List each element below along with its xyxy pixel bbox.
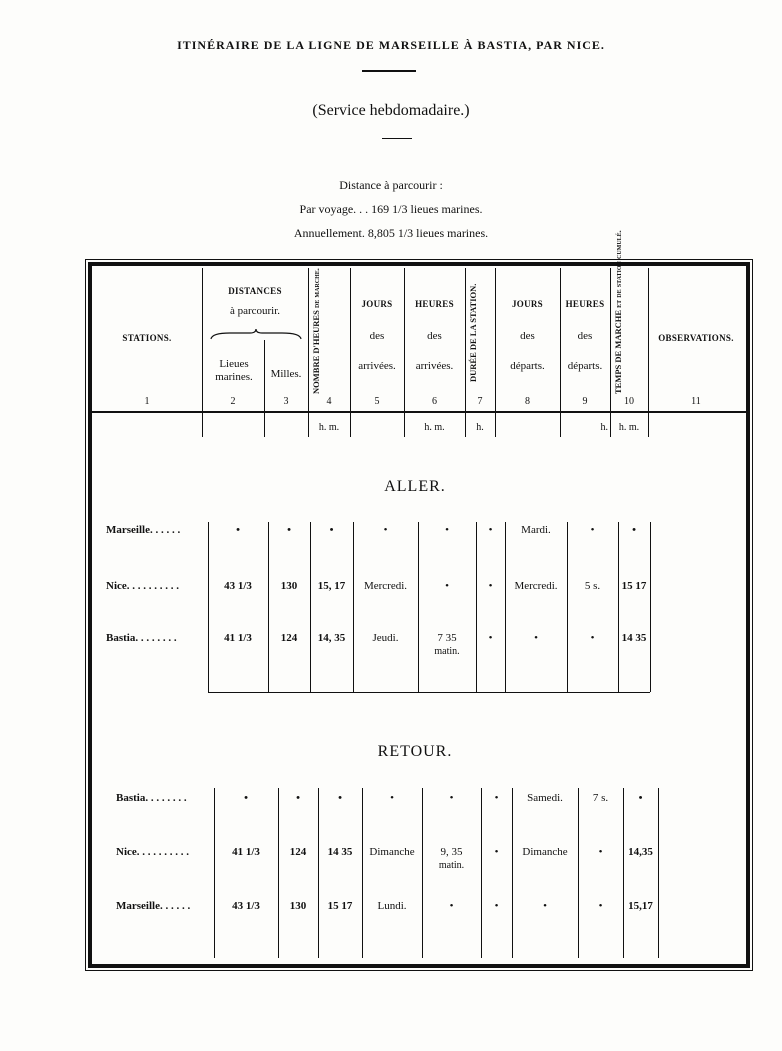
header-heures-dep-3: départs.	[567, 360, 603, 372]
cell-jour-dep: Mardi.	[521, 524, 551, 536]
header-jours-dep-3: départs.	[510, 360, 545, 372]
header-lieues: Lieues marines.	[215, 358, 253, 384]
body-col-divider	[353, 522, 354, 692]
cell-lieues: 43 1/3	[232, 900, 260, 912]
cell-heure-dep: •	[598, 846, 603, 858]
cell-jour-dep: Mercredi.	[514, 580, 558, 592]
col-num-7: 7	[477, 396, 483, 407]
cell-heures: 14 35	[327, 846, 353, 858]
body-col-divider	[476, 522, 477, 692]
cell-heure-dep: •	[598, 900, 603, 912]
body-col-divider	[310, 522, 311, 692]
per-trip-label: Par voyage. . .	[299, 202, 369, 216]
cell-heure-arr: •	[445, 580, 449, 592]
unit-c10: h. m.	[618, 422, 640, 433]
station-name: Marseille. . . . . .	[116, 900, 191, 912]
header-milles: Milles.	[270, 368, 302, 380]
distance-heading: Distance à parcourir :	[339, 178, 443, 192]
cell-jour-arr: •	[390, 792, 394, 804]
cell-jour-arr: •	[383, 524, 388, 536]
annual-value: 8,805 1/3 lieues marines.	[367, 226, 489, 240]
cell-milles: 130	[289, 900, 307, 912]
col-num-5: 5	[374, 396, 380, 407]
cell-milles: •	[296, 792, 300, 804]
cell-lieues: •	[236, 524, 240, 536]
cell-heures: 14, 35	[317, 632, 346, 644]
header-temps: TEMPS DE MARCHE et de station cumulé.	[613, 230, 623, 394]
header-heures-arr-1: HEURES	[415, 299, 454, 309]
cell-temps: 15,17	[628, 900, 653, 912]
body-bottom-rule	[208, 692, 650, 693]
unit-c6: h. m.	[424, 422, 445, 433]
body-col-divider	[512, 788, 513, 958]
body-col-divider	[268, 522, 269, 692]
cell-temps: •	[638, 792, 643, 804]
cell-duree: •	[488, 632, 493, 644]
cell-lieues: •	[244, 792, 248, 804]
cell-lieues: 41 1/3	[224, 632, 252, 644]
cell-duree: •	[494, 900, 499, 912]
cell-duree: •	[494, 846, 499, 858]
cell-heures: 15 17	[327, 900, 353, 912]
cell-heures: •	[338, 792, 342, 804]
cell-jour-dep: Samedi.	[527, 792, 563, 804]
per-trip-value: 169 1/3 lieues marines.	[371, 202, 483, 216]
station-name: Marseille. . . . . .	[106, 524, 181, 536]
section-retour: RETOUR.	[377, 743, 453, 760]
body-col-divider	[623, 788, 624, 958]
col-num-11: 11	[691, 396, 701, 407]
header-heures-arr-3: arrivées.	[415, 360, 454, 372]
unit-divider	[350, 413, 351, 437]
header-jours-arr-1: JOURS	[361, 299, 393, 309]
cell-jour-dep: •	[543, 900, 547, 912]
body-col-divider	[578, 788, 579, 958]
body-col-divider	[278, 788, 279, 958]
col-num-8: 8	[525, 396, 530, 407]
body-col-divider	[650, 522, 651, 692]
unit-divider	[560, 413, 561, 437]
cell-duree: •	[494, 792, 499, 804]
cell-heure-arr-suffix: matin.	[434, 646, 460, 657]
body-col-divider	[214, 788, 215, 958]
cell-milles: 124	[280, 632, 298, 644]
cell-heures: 15, 17	[317, 580, 346, 592]
header-duree: DURÉE DE LA STATION.	[468, 283, 478, 383]
document-title: ITINÉRAIRE DE LA LIGNE DE MARSEILLE À BASTIA, PAR NICE.	[177, 38, 605, 52]
unit-divider	[264, 413, 265, 437]
section-aller: ALLER.	[384, 478, 446, 495]
col-num-3: 3	[283, 396, 289, 407]
station-name: Bastia. . . . . . . .	[116, 792, 187, 804]
cell-jour-dep: Dimanche	[522, 846, 568, 858]
header-jours-arr-2: des	[369, 330, 385, 342]
header-a-parcourir: à parcourir.	[229, 305, 281, 317]
cell-milles: 130	[280, 580, 298, 592]
header-distances: DISTANCES	[228, 286, 282, 296]
cell-heure-arr: •	[449, 900, 454, 912]
body-col-divider	[481, 788, 482, 958]
header-heures-marche: NOMBRE D'HEURES de marche.	[311, 268, 321, 394]
cell-heure-arr-suffix: matin.	[438, 860, 465, 871]
unit-c7: h.	[476, 422, 484, 433]
unit-divider	[648, 413, 649, 437]
cell-temps: 15 17	[621, 580, 647, 592]
cell-heure-dep: 5 s.	[584, 580, 601, 592]
unit-c9: h.	[600, 422, 608, 433]
cell-temps: 14 35	[621, 632, 647, 644]
header-stations: STATIONS.	[122, 333, 172, 343]
body-col-divider	[418, 522, 419, 692]
cell-temps: 14,35	[628, 846, 653, 858]
cell-heures: •	[329, 524, 334, 536]
body-col-divider	[505, 522, 506, 692]
cell-heure-dep: •	[590, 524, 595, 536]
cell-duree: •	[488, 580, 493, 592]
col-num-6: 6	[432, 396, 437, 407]
annual-label: Annuellement.	[293, 226, 365, 240]
col-num-10: 10	[624, 396, 634, 407]
col-num-2: 2	[230, 396, 236, 407]
col-num-4: 4	[326, 396, 332, 407]
unit-divider	[495, 413, 496, 437]
header-jours-arr-3: arrivées.	[358, 360, 396, 372]
header-observations: OBSERVATIONS.	[658, 333, 734, 343]
distance-annual	[0, 226, 782, 241]
cell-heure-arr: •	[449, 792, 454, 804]
body-col-divider	[208, 522, 209, 692]
body-col-divider	[567, 522, 568, 692]
body-col-divider	[658, 788, 659, 958]
station-name: Nice. . . . . . . . . .	[106, 580, 180, 592]
cell-jour-arr: Dimanche	[369, 846, 415, 858]
cell-jour-arr: Mercredi.	[363, 580, 408, 592]
cell-milles: 124	[289, 846, 307, 858]
cell-temps: •	[632, 524, 636, 536]
body-col-divider	[362, 788, 363, 958]
header-jours-dep-1: JOURS	[511, 299, 543, 309]
body-col-divider	[618, 522, 619, 692]
cell-heure-dep: •	[590, 632, 595, 644]
station-name: Nice. . . . . . . . . .	[116, 846, 190, 858]
body-col-divider	[422, 788, 423, 958]
cell-jour-arr: Lundi.	[377, 900, 407, 912]
col-num-9: 9	[582, 396, 588, 407]
cell-lieues: 43 1/3	[224, 580, 252, 592]
brace-icon	[210, 328, 302, 340]
cell-lieues: 41 1/3	[232, 846, 260, 858]
header-heures-dep-2: des	[577, 330, 593, 342]
header-heures-dep-1: HEURES	[565, 299, 605, 309]
unit-c4: h. m.	[318, 422, 340, 433]
subtitle-rule	[382, 138, 412, 139]
body-col-divider	[318, 788, 319, 958]
cell-heure-arr: 9, 35	[440, 846, 463, 858]
cell-jour-dep: •	[534, 632, 538, 644]
cell-heure-arr: 7 35	[437, 632, 457, 644]
cell-duree: •	[488, 524, 493, 536]
title-rule	[362, 70, 416, 72]
cell-milles: •	[287, 524, 291, 536]
col-num-1: 1	[144, 396, 150, 407]
cell-jour-arr: Jeudi.	[372, 632, 399, 644]
header-jours-dep-2: des	[520, 330, 535, 342]
station-name: Bastia. . . . . . . .	[106, 632, 177, 644]
cell-heure-arr: •	[445, 524, 449, 536]
unit-divider	[202, 413, 203, 437]
header-heures-arr-2: des	[427, 330, 442, 342]
distance-per-trip	[0, 202, 782, 217]
cell-heure-dep: 7 s.	[592, 792, 609, 804]
document-subtitle: (Service hebdomadaire.)	[312, 102, 470, 119]
